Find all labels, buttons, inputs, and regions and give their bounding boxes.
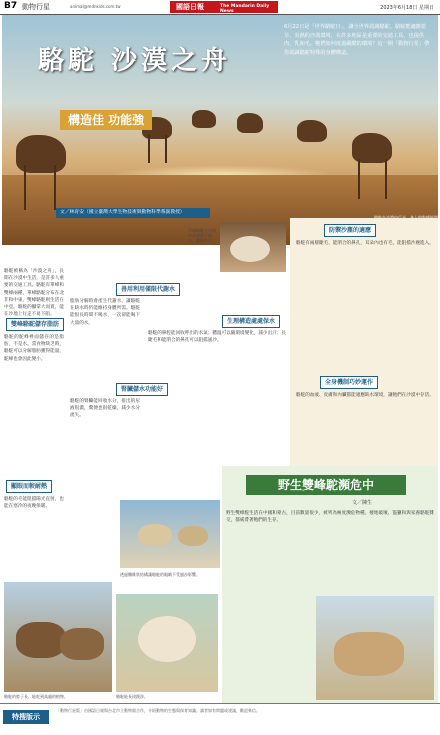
footer-badge: 特搜版示 [3, 710, 49, 724]
camel-leg [165, 135, 167, 163]
camel-leg [385, 159, 387, 199]
photo-caption: 駱駝能長途跋涉。 [116, 694, 148, 699]
camel-portrait-photo [116, 594, 218, 692]
camel-shape [16, 622, 66, 658]
camels-on-shore-photo [120, 500, 220, 568]
camel-silhouette [297, 120, 327, 142]
section-heading: 腎臟儲水功能好 [116, 383, 168, 396]
page-header [0, 0, 440, 15]
camel-leg [24, 165, 26, 210]
article-text: 駱駝的毛能阻擋陽光直射，也能在寒冷的夜晚保暖。 [4, 497, 64, 510]
section-heading: 善用利用僅限代謝水 [116, 283, 180, 296]
story-two-text: 野生雙峰駝生活在中國和蒙古，目前數量很少，被列為極度瀕危物種。棲地破壞、盜獵和與家養駱駝雜交，都威脅著牠們的生存。 [226, 511, 434, 524]
sidebar-heading: 防禦沙塵的適應 [324, 224, 376, 237]
article-text: 駱駝的腎臟能回收水分，排出的尿液很濃，糞便也很乾燥，減少水分流失。 [70, 399, 140, 419]
section-number: B7 [4, 1, 18, 11]
camel-leg [148, 135, 150, 163]
logo-text: 國語日報 [176, 3, 204, 11]
camel-leg [358, 159, 360, 199]
camel-silhouette [237, 113, 263, 133]
photo-caption: 透過纖維狀結構讓駱駝的眼睛不受風沙影響。 [120, 572, 200, 577]
logo-en: The Mandarin Daily News [220, 4, 270, 14]
article-text: 駱駝的駝峰裡面儲存的是脂肪，不是水。當食物缺乏時，駱駝可以分解脂肪獲得能量，駝峰也會因此變小。 [4, 335, 64, 362]
article-text: 脂肪分解時會產生代謝水，讓駱駝在缺水時仍能維持身體所需。駱駝能很長時間不喝水，一次卻能喝下大量的水。 [70, 299, 140, 326]
photo-caption: 不論駱駝在沙漠中長時間不喝水，都能存活。 [188, 228, 216, 243]
photo-caption: 駱駝的脖子長，能吃到高處的植物。 [4, 694, 68, 699]
bactrian-camels-photo [4, 582, 112, 692]
newspaper-logo [170, 1, 278, 13]
camel-head-shape [230, 236, 270, 262]
camel-silhouette [192, 110, 216, 128]
section-heading: 顯眼而較耐熱 [6, 480, 52, 493]
byline: 文／林育安（國立臺灣大學生物技術與動物科學系副教授） [56, 208, 210, 218]
camel-shape [138, 524, 172, 546]
camel-shape [60, 628, 104, 660]
footer-text: 「動物行星版」由國語日報與台北市立動物園合作，介紹動物的生態與保育知識。讀者如有問題或建議，歡迎來信。 [56, 708, 260, 713]
intro-paragraph: 6月22日是「世界駱駝日」，讓全世界認識駱駝。駱駝能適應乾旱、炎熱的沙漠環境，在許多地區是重要的交通工具，也提供肉、乳和毛。牠們如何度過嚴酷的環境？這一期「動物行星」帶你認識駱駝特殊的身體構造。 [284, 24, 430, 56]
section-email[interactable]: animal@mdnkids.com.tw [70, 4, 121, 9]
sidebar-text: 駱駝有兩層睫毛、能閉合的鼻孔，耳朵內也有毛，能阻擋沙塵進入。 [296, 241, 434, 246]
section-heading: 雙峰駱駝儲存脂肪 [6, 318, 64, 331]
wild-bactrian-photo [316, 596, 434, 700]
story-two-author: 文／陳生 [352, 500, 373, 506]
camel-head-shape [138, 616, 196, 662]
sidebar-heading: 全身機制巧妙運作 [320, 376, 378, 389]
issue-date: 2023年6月18日 星期日 [380, 5, 434, 11]
headline: 駱駝 沙漠之舟 [38, 46, 232, 76]
story-two-title: 野生雙峰駝瀕危中 [246, 475, 406, 495]
camel-face-photo [220, 222, 286, 272]
camel-shape [334, 632, 404, 676]
section-name: 動物行星 [22, 3, 50, 11]
subheadline: 構造佳 功能強 [60, 110, 152, 130]
article-text: 駱駝的鼻腔能回收呼出的水氣；體溫可以隨環境變化，減少出汗；長睫毛和能閉合的鼻孔可以阻擋風沙。 [148, 331, 286, 344]
sidebar-text: 駱駝的血液、皮膚和內臟都能適應缺水環境，讓牠們在沙漠中存活。 [296, 393, 434, 398]
camel-leg [54, 165, 56, 210]
article-intro: 駱駝被稱為「沙漠之舟」，長期在沙漠中生活，是許多人重要的交通工具。駱駝有單峰和雙峰兩種，單峰駱駝分布在北非和中東，雙峰駱駝則生活在中亞。駱駝的腳掌大而寬，能在沙地上行走不易下陷。 [4, 269, 64, 318]
camel-shape [178, 526, 208, 546]
section-heading: 生理構造處處保水 [222, 315, 280, 328]
page-footer [0, 703, 440, 735]
